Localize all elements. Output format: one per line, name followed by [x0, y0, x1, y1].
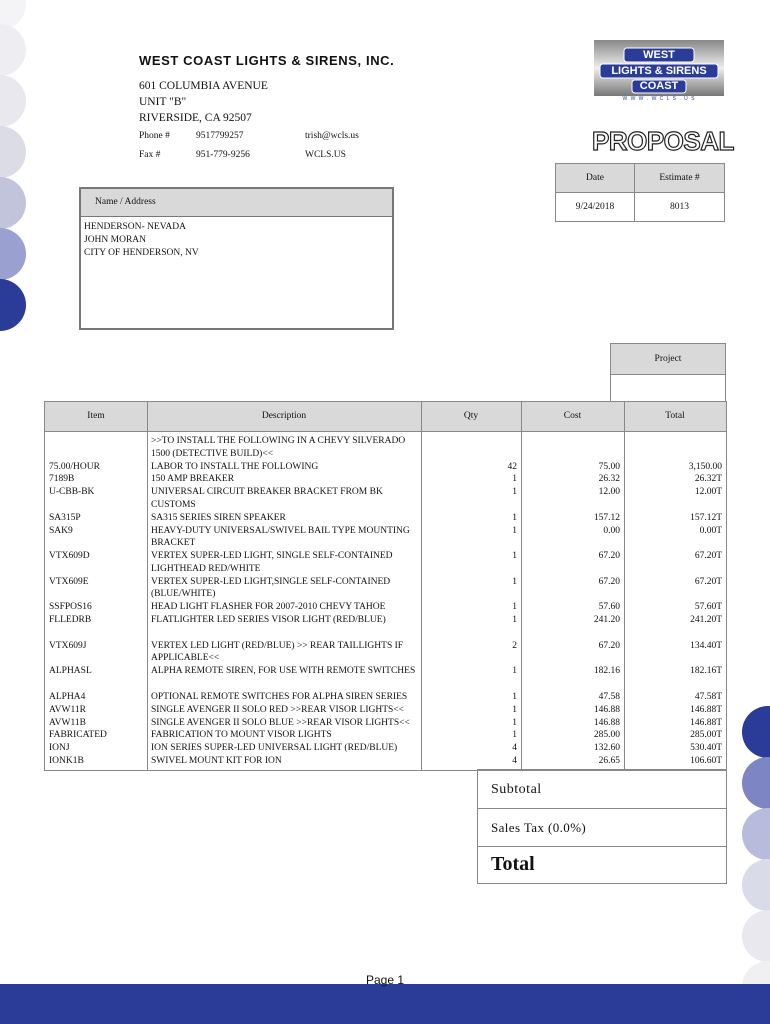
total-cell: 12.00T [694, 487, 722, 498]
description-cell: FABRICATION TO MOUNT VISOR LIGHTS [151, 730, 332, 741]
item-cell: IONJ [49, 743, 70, 754]
cost-cell: 157.12 [593, 512, 620, 523]
column-divider [147, 402, 148, 770]
qty-cell: 1 [512, 512, 517, 523]
qty-cell: 1 [512, 576, 517, 587]
website-value: WCLS.US [305, 150, 346, 160]
line-items-table [44, 401, 727, 771]
total-cell: 26.32T [694, 474, 722, 485]
item-cell: AVW11R [49, 704, 86, 715]
total-cell: 285.00T [690, 730, 722, 741]
column-divider [521, 402, 522, 770]
qty-cell: 1 [512, 602, 517, 613]
total-cell: 157.12T [690, 512, 722, 523]
description-cell: UNIVERSAL CIRCUIT BREAKER BRACKET FROM BK CUSTOMS [151, 487, 383, 510]
decor-circle [742, 910, 770, 962]
description-cell: LABOR TO INSTALL THE FOLLOWING [151, 461, 319, 472]
company-address-line: UNIT "B" [139, 96, 187, 108]
column-header-item: Item [87, 411, 105, 421]
estimate-label: Estimate # [635, 164, 725, 193]
column-header-total: Total [665, 411, 685, 421]
date-label: Date [556, 164, 635, 193]
item-cell: FABRICATED [49, 730, 107, 741]
description-cell: SINGLE AVENGER II SOLO RED >>REAR VISOR LIGHTS<< [151, 704, 405, 715]
cost-cell: 26.65 [598, 756, 620, 766]
decor-circle [742, 808, 770, 860]
qty-cell: 4 [512, 743, 517, 754]
phone-label: Phone # [139, 131, 170, 141]
qty-cell: 1 [512, 525, 517, 536]
item-cell: AVW11B [49, 717, 86, 728]
cost-cell: 146.88 [593, 717, 620, 728]
cost-cell: 182.16 [593, 666, 620, 677]
qty-cell: 1 [512, 615, 517, 626]
cost-cell: 285.00 [593, 730, 620, 741]
cost-cell: 75.00 [598, 461, 620, 472]
company-name: WEST COAST LIGHTS & SIRENS, INC. [139, 53, 395, 68]
total-cell: 241.20T [690, 615, 722, 626]
decor-circle [0, 279, 26, 331]
total-cell: 67.20T [694, 551, 722, 562]
page-number: Page 1 [366, 973, 405, 987]
item-cell: FLLEDRB [49, 615, 92, 626]
description-cell: VERTEX LED LIGHT (RED/BLUE) >> REAR TAILLIGHTS IF APPLICABLE<< [151, 640, 404, 664]
total-cell: 0.00T [699, 525, 722, 536]
item-cell: VTX609J [49, 640, 87, 651]
cost-cell: 47.58 [598, 692, 620, 702]
date-estimate-table [555, 163, 725, 222]
description-cell: ION SERIES SUPER-LED UNIVERSAL LIGHT (RED/BLUE) [151, 743, 398, 754]
project-label: Project [611, 344, 725, 375]
document-title: PROPOSAL [592, 126, 734, 156]
description-cell: FLATLIGHTER LED SERIES VISOR LIGHT (RED/BLUE) [151, 615, 386, 626]
total-cell: 134.40T [690, 640, 722, 651]
qty-cell: 1 [512, 551, 517, 562]
subtotal-label: Subtotal [491, 782, 542, 797]
logo-line: COAST [639, 80, 679, 92]
company-address-line: 601 COLUMBIA AVENUE [139, 80, 268, 92]
description-cell: >>TO INSTALL THE FOLLOWING IN A CHEVY SILVERADO 1500 (DETECTIVE BUILD)<< [151, 436, 406, 459]
item-cell: 75.00/HOUR [49, 461, 100, 472]
company-logo [594, 40, 724, 104]
description-cell: HEAD LIGHT FLASHER FOR 2007-2010 CHEVY TAHOE [151, 602, 386, 613]
total-cell: 182.16T [690, 666, 722, 677]
cost-cell: 132.60 [593, 743, 620, 754]
cost-cell: 67.20 [598, 640, 620, 651]
column-header-qty: Qty [463, 411, 479, 421]
column-header-cost: Cost [563, 411, 582, 421]
cost-cell: 146.88 [593, 704, 620, 715]
email-value: trish@wcls.us [305, 131, 359, 141]
totals-box [477, 769, 727, 884]
decor-circle [742, 757, 770, 809]
cost-cell: 241.20 [593, 615, 620, 626]
cost-cell: 0.00 [603, 525, 620, 536]
qty-cell: 4 [512, 756, 517, 766]
cost-cell: 26.32 [598, 474, 620, 485]
description-cell: SINGLE AVENGER II SOLO BLUE >>REAR VISOR LIGHTS<< [151, 717, 410, 728]
total-cell: 57.60T [694, 602, 722, 613]
name-address-line: HENDERSON- NEVADA [84, 222, 186, 232]
description-cell: HEAVY-DUTY UNIVERSAL/SWIVEL BAIL TYPE MOUNTING BRACKET [151, 525, 410, 549]
total-cell: 146.88T [690, 704, 722, 715]
description-cell: SWIVEL MOUNT KIT FOR ION [151, 756, 282, 766]
phone-value: 9517799257 [196, 131, 244, 141]
decor-circle [0, 228, 26, 280]
column-divider [624, 402, 625, 770]
decor-circle [742, 706, 770, 758]
item-cell: U-CBB-BK [49, 487, 95, 498]
qty-cell: 1 [512, 487, 517, 498]
item-cell: ALPHASL [49, 666, 92, 677]
description-cell: SA315 SERIES SIREN SPEAKER [151, 512, 286, 523]
qty-cell: 42 [507, 461, 517, 472]
footer-bar [0, 984, 770, 1024]
decor-circle [0, 177, 26, 229]
cost-cell: 57.60 [598, 602, 620, 613]
item-cell: VTX609D [49, 551, 90, 562]
date-value: 9/24/2018 [556, 193, 635, 222]
item-cell: SSFPOS16 [49, 602, 92, 613]
logo-tagline: W W W . W C L S . U S [622, 96, 696, 102]
item-cell: VTX609E [49, 576, 89, 587]
decor-circle [0, 126, 26, 178]
sales-tax-label: Sales Tax (0.0%) [491, 820, 587, 835]
description-cell: 150 AMP BREAKER [151, 474, 235, 485]
description-cell: OPTIONAL REMOTE SWITCHES FOR ALPHA SIREN SERIES [151, 692, 408, 702]
logo-line: LIGHTS & SIRENS [611, 65, 707, 77]
total-cell: 3,150.00 [688, 461, 722, 472]
estimate-value: 8013 [635, 193, 725, 222]
qty-cell: 1 [512, 474, 517, 485]
fax-value: 951-779-9256 [196, 150, 250, 160]
total-cell: 106.60T [690, 756, 722, 766]
decor-circle [742, 859, 770, 911]
item-cell: 7189B [49, 474, 75, 485]
cost-cell: 12.00 [598, 487, 620, 498]
item-cell: SAK9 [49, 525, 73, 536]
decor-circle [0, 75, 26, 127]
company-address-line: RIVERSIDE, CA 92507 [139, 112, 252, 124]
description-cell: VERTEX SUPER-LED LIGHT, SINGLE SELF-CONTAINED LIGHTHEAD RED/WHITE [151, 551, 393, 574]
item-cell: IONK1B [49, 756, 84, 766]
qty-cell: 2 [512, 640, 517, 651]
total-label: Total [491, 853, 535, 875]
total-cell: 67.20T [694, 576, 722, 587]
item-cell: ALPHA4 [49, 692, 86, 702]
name-address-line: CITY OF HENDERSON, NV [84, 248, 199, 258]
total-cell: 530.40T [690, 743, 722, 754]
qty-cell: 1 [512, 730, 517, 741]
total-cell: 47.58T [694, 692, 722, 702]
cost-cell: 67.20 [598, 576, 620, 587]
item-cell: SA315P [49, 512, 81, 523]
total-cell: 146.88T [690, 717, 722, 728]
name-address-box [79, 187, 394, 330]
qty-cell: 1 [512, 666, 517, 677]
description-cell: VERTEX SUPER-LED LIGHT,SINGLE SELF-CONTAINED (BLUE/WHITE) [151, 576, 391, 600]
column-header-description: Description [261, 411, 307, 421]
fax-label: Fax # [139, 150, 161, 160]
description-cell: ALPHA REMOTE SIREN, FOR USE WITH REMOTE SWITCHES [151, 666, 416, 677]
name-address-line: JOHN MORAN [84, 235, 147, 245]
cost-cell: 67.20 [598, 551, 620, 562]
qty-cell: 1 [512, 704, 517, 715]
qty-cell: 1 [512, 692, 517, 702]
qty-cell: 1 [512, 717, 517, 728]
decor-circle [0, 24, 26, 76]
name-address-label: Name / Address [81, 189, 392, 217]
logo-line: WEST [643, 49, 675, 61]
project-box [610, 343, 726, 402]
